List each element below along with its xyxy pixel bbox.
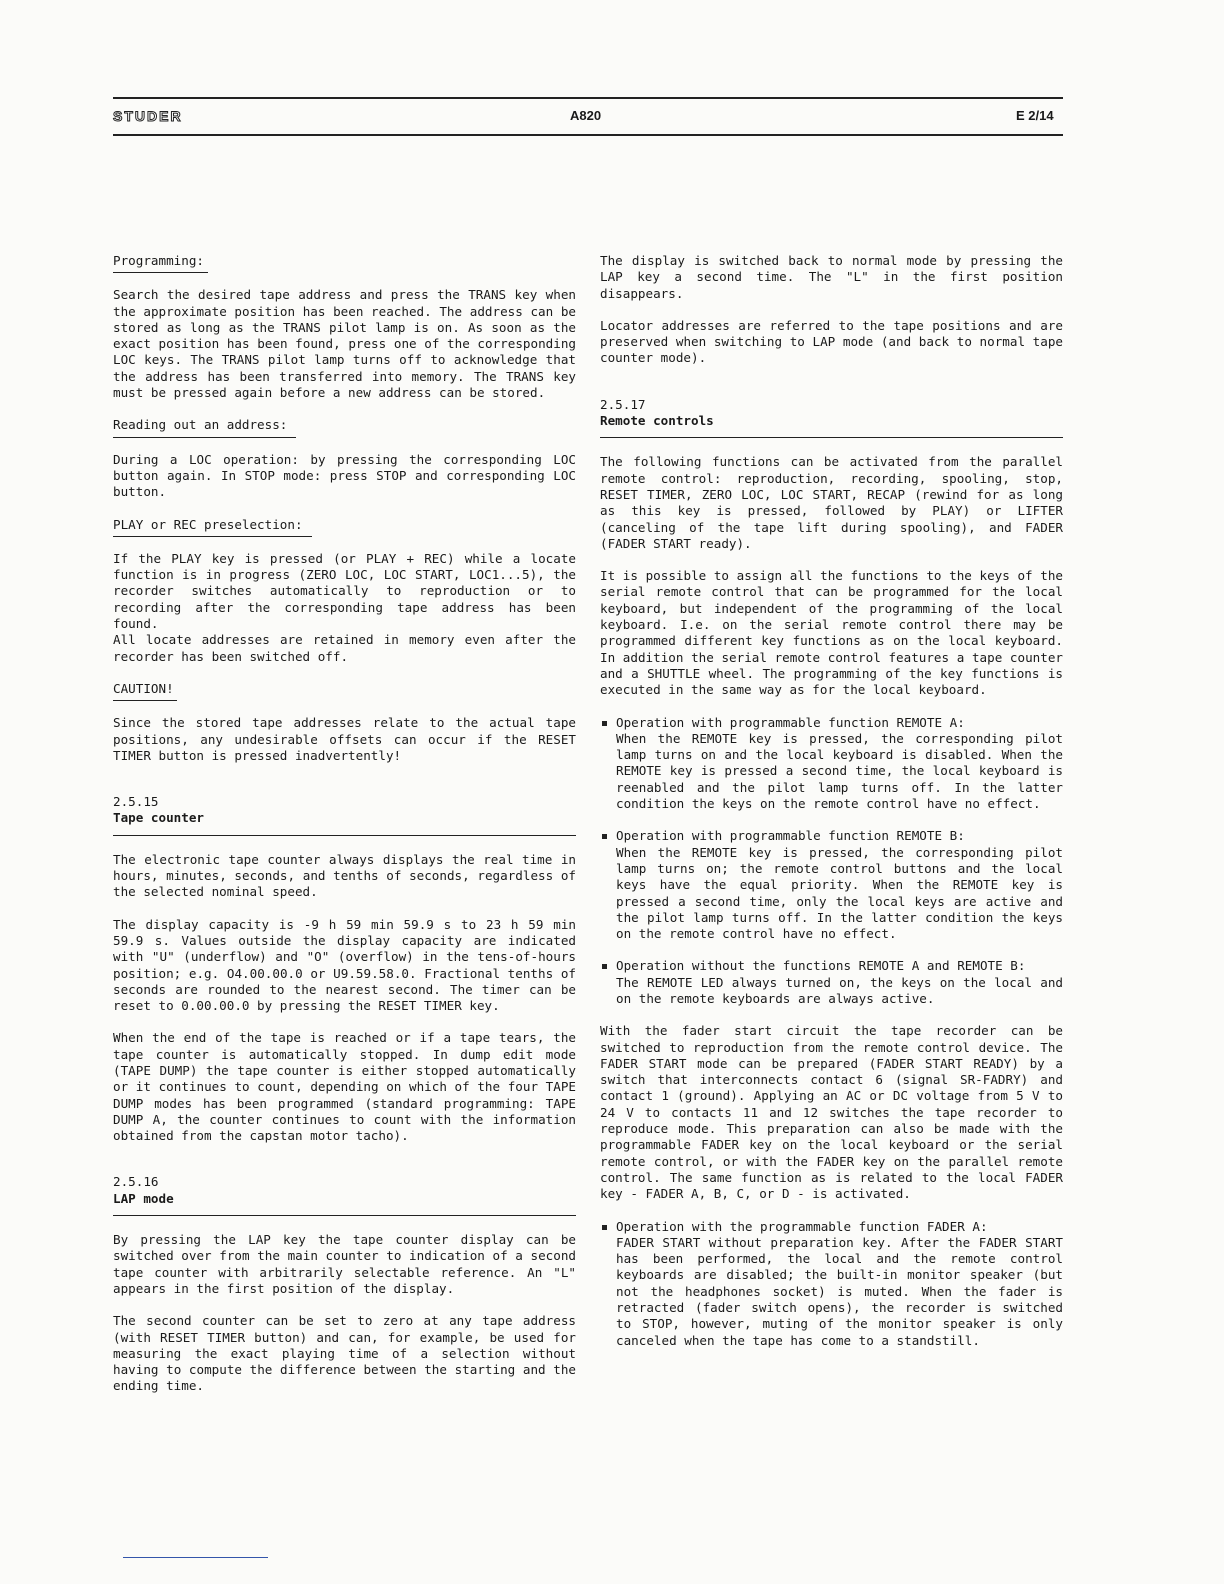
section-2-5-17 (600, 397, 1063, 439)
underline (113, 700, 177, 701)
page-number: E 2/14 (1016, 108, 1054, 123)
studer-logo: STUDER (113, 108, 183, 124)
preselection-text-1: If the PLAY key is pressed (or PLAY + REC) while a locate function is in progress (ZERO LOC, LOC START, LOC1...5), the recorder switches automatically to reproduction or to recording after the corresponding tape address has been found. (113, 550, 576, 632)
counter-text-3: When the end of the tape is reached or if a tape tears, the tape counter is automatically stopped. In dump edit mode (TAPE DUMP) the tape counter is either stopped automatically or it continues to count, depending on which of the four TAPE DUMP modes has been programmed (standard programming: TAPE DUMP A, the counter continues to count with the information obtained from the capstan motor tacho). (113, 1030, 576, 1144)
bullet-text: When the REMOTE key is pressed, the corresponding pilot lamp turns on and the local keyboard is disabled. When the REMOTE key is pressed a second time, the local keyboard is reenabled and the pilot lamp turns off. In the latter condition the keys on the remote control have no effect. (616, 730, 1063, 812)
underline (113, 272, 208, 273)
section-2-5-16 (113, 1174, 576, 1216)
section-rule (113, 835, 576, 836)
bullet-square-icon (602, 964, 607, 969)
section-rule (600, 437, 1063, 438)
right-column (600, 253, 1063, 1365)
bullet-text: When the REMOTE key is pressed, the corresponding pilot lamp turns on; the remote control buttons and the local keys have the equal priority. When the REMOTE key is pressed a second time, only the local keys are active and the pilot lamp turns off. In the latter condition the keys on the remote control have no effect. (616, 844, 1063, 942)
caution-heading: CAUTION! (113, 680, 174, 696)
bullet-fader-a (600, 1219, 1063, 1349)
bullet-square-icon (602, 1225, 607, 1230)
underline (113, 437, 296, 438)
bullet-square-icon (602, 721, 607, 726)
left-column (113, 253, 576, 1411)
header-rule-top (113, 97, 1063, 99)
section-2-5-15 (113, 794, 576, 836)
section-number: 2.5.16 (113, 1174, 159, 1190)
programming-text: Search the desired tape address and press the TRANS key when the approximate position has been reached. The address can be stored as long as the TRANS pilot lamp is on. As soon as the exact position has been found, press one of the corresponding LOC keys. The TRANS pilot lamp turns off to acknowledge that the address has been transferred into memory. The TRANS key must be pressed again before a new address can be stored. (113, 287, 576, 401)
section-title: LAP mode (113, 1190, 174, 1206)
bullet-square-icon (602, 834, 607, 839)
footer-line (123, 1557, 268, 1558)
header-rule-bottom (113, 134, 1063, 136)
bullet-text: FADER START without preparation key. After the FADER START has been performed, the local and the remote control keyboards are disabled; the built-in monitor speaker (but not the headphones socket) is muted. When the fader is retracted (fader switch opens), the recorder is switched to STOP, however, muting of the monitor speaker is only canceled when the tape has come to a standstill. (616, 1234, 1063, 1348)
lap-text-1: By pressing the LAP key the tape counter display can be switched over from the main counter to indication of a second tape counter with arbitrarily selectable reference. An "L" appears in the first position of the display. (113, 1232, 576, 1296)
bullet-text: The REMOTE LED always turned on, the keys on the local and on the remote keyboards are always active. (616, 974, 1063, 1006)
bullet-title: Operation with the programmable function FADER A: (616, 1218, 988, 1234)
lap-text-4: Locator addresses are referred to the tape positions and are preserved when switching to LAP mode (and back to normal tape counter mode). (600, 317, 1063, 366)
preselection-heading: PLAY or REC preselection: (113, 516, 303, 532)
bullet-remote-a (600, 715, 1063, 813)
remote-text-1: The following functions can be activated from the parallel remote control: reproduction, recording, spooling, stop, RESET TIMER, ZERO LOC, LOC START, RECAP (rewind for as long as this key is pressed, followed by PLAY) or LIFTER (canceling of the tape lift during spooling), and FADER (FADER START ready). (600, 454, 1063, 551)
caution-text: Since the stored tape addresses relate to the actual tape positions, any undesirable offsets can occur if the RESET TIMER button is pressed inadvertently! (113, 715, 576, 763)
model-name: A820 (570, 108, 602, 123)
lap-text-3: The display is switched back to normal mode by pressing the LAP key a second time. The "L" in the first position disappears. (600, 253, 1063, 301)
section-number: 2.5.15 (113, 794, 159, 810)
bullet-title: Operation with programmable function REMOTE B: (616, 828, 965, 844)
counter-text-2: The display capacity is -9 h 59 min 59.9 s to 23 h 59 min 59.9 s. Values outside the display capacity are indicated with "U" (underflow) and "O" (overflow) in the tens-of-hours position; e.g. O4.00.00.0 or U9.59.58.0. Fractional tenths of seconds are rounded to the nearest second. The timer can be reset to 0.00.00.0 by pressing the RESET TIMER key. (113, 916, 576, 1014)
counter-text-1: The electronic tape counter always displays the real time in hours, minutes, seconds, and tenths of seconds, regardless of the selected nominal speed. (113, 851, 576, 900)
bullet-remote-b (600, 828, 1063, 942)
reading-text: During a LOC operation: by pressing the corresponding LOC button again. In STOP mode: press STOP and corresponding LOC button. (113, 451, 576, 500)
bullet-no-remote (600, 958, 1063, 1007)
section-title: Remote controls (600, 413, 714, 429)
programming-heading: Programming: (113, 253, 204, 268)
preselection-text-2: All locate addresses are retained in memory even after the recorder has been switched off. (113, 632, 576, 664)
bullet-title: Operation without the functions REMOTE A and REMOTE B: (616, 958, 1026, 974)
section-number: 2.5.17 (600, 396, 646, 412)
section-title: Tape counter (113, 810, 204, 826)
reading-heading: Reading out an address: (113, 417, 288, 433)
fader-text-1: With the fader start circuit the tape recorder can be switched to reproduction from the remote control device. The FADER START mode can be prepared (FADER START READY) by a switch that interconnects contact 6 (signal SR-FADRY) and contact 1 (ground). Applying an AC or DC voltage from 5 V to 24 V to contacts 11 and 12 switches the tape recorder to reproduce mode. This preparation can also be made with the programmable FADER key on the local keyboard or the serial remote control, or with the FADER key on the parallel remote control. The same function as is related to the local FADER key - FADER A, B, C, or D - is activated. (600, 1023, 1063, 1202)
remote-text-2: It is possible to assign all the functions to the keys of the serial remote control that can be programmed for the local keyboard, but independent of the programming of the local keyboard. I.e. on the serial remote control there may be programmed different key functions as on the local keyboard. In addition the serial remote control features a tape counter and a SHUTTLE wheel. The programming of the key functions is executed in the same way as for the local keyboard. (600, 568, 1063, 698)
bullet-title: Operation with programmable function REMOTE A: (616, 714, 965, 730)
section-rule (113, 1215, 576, 1216)
lap-text-2: The second counter can be set to zero at any tape address (with RESET TIMER button) and can, for example, be used for measuring the exact playing time of a selection without having to compute the difference between the starting and the ending time. (113, 1313, 576, 1394)
underline (113, 536, 312, 537)
